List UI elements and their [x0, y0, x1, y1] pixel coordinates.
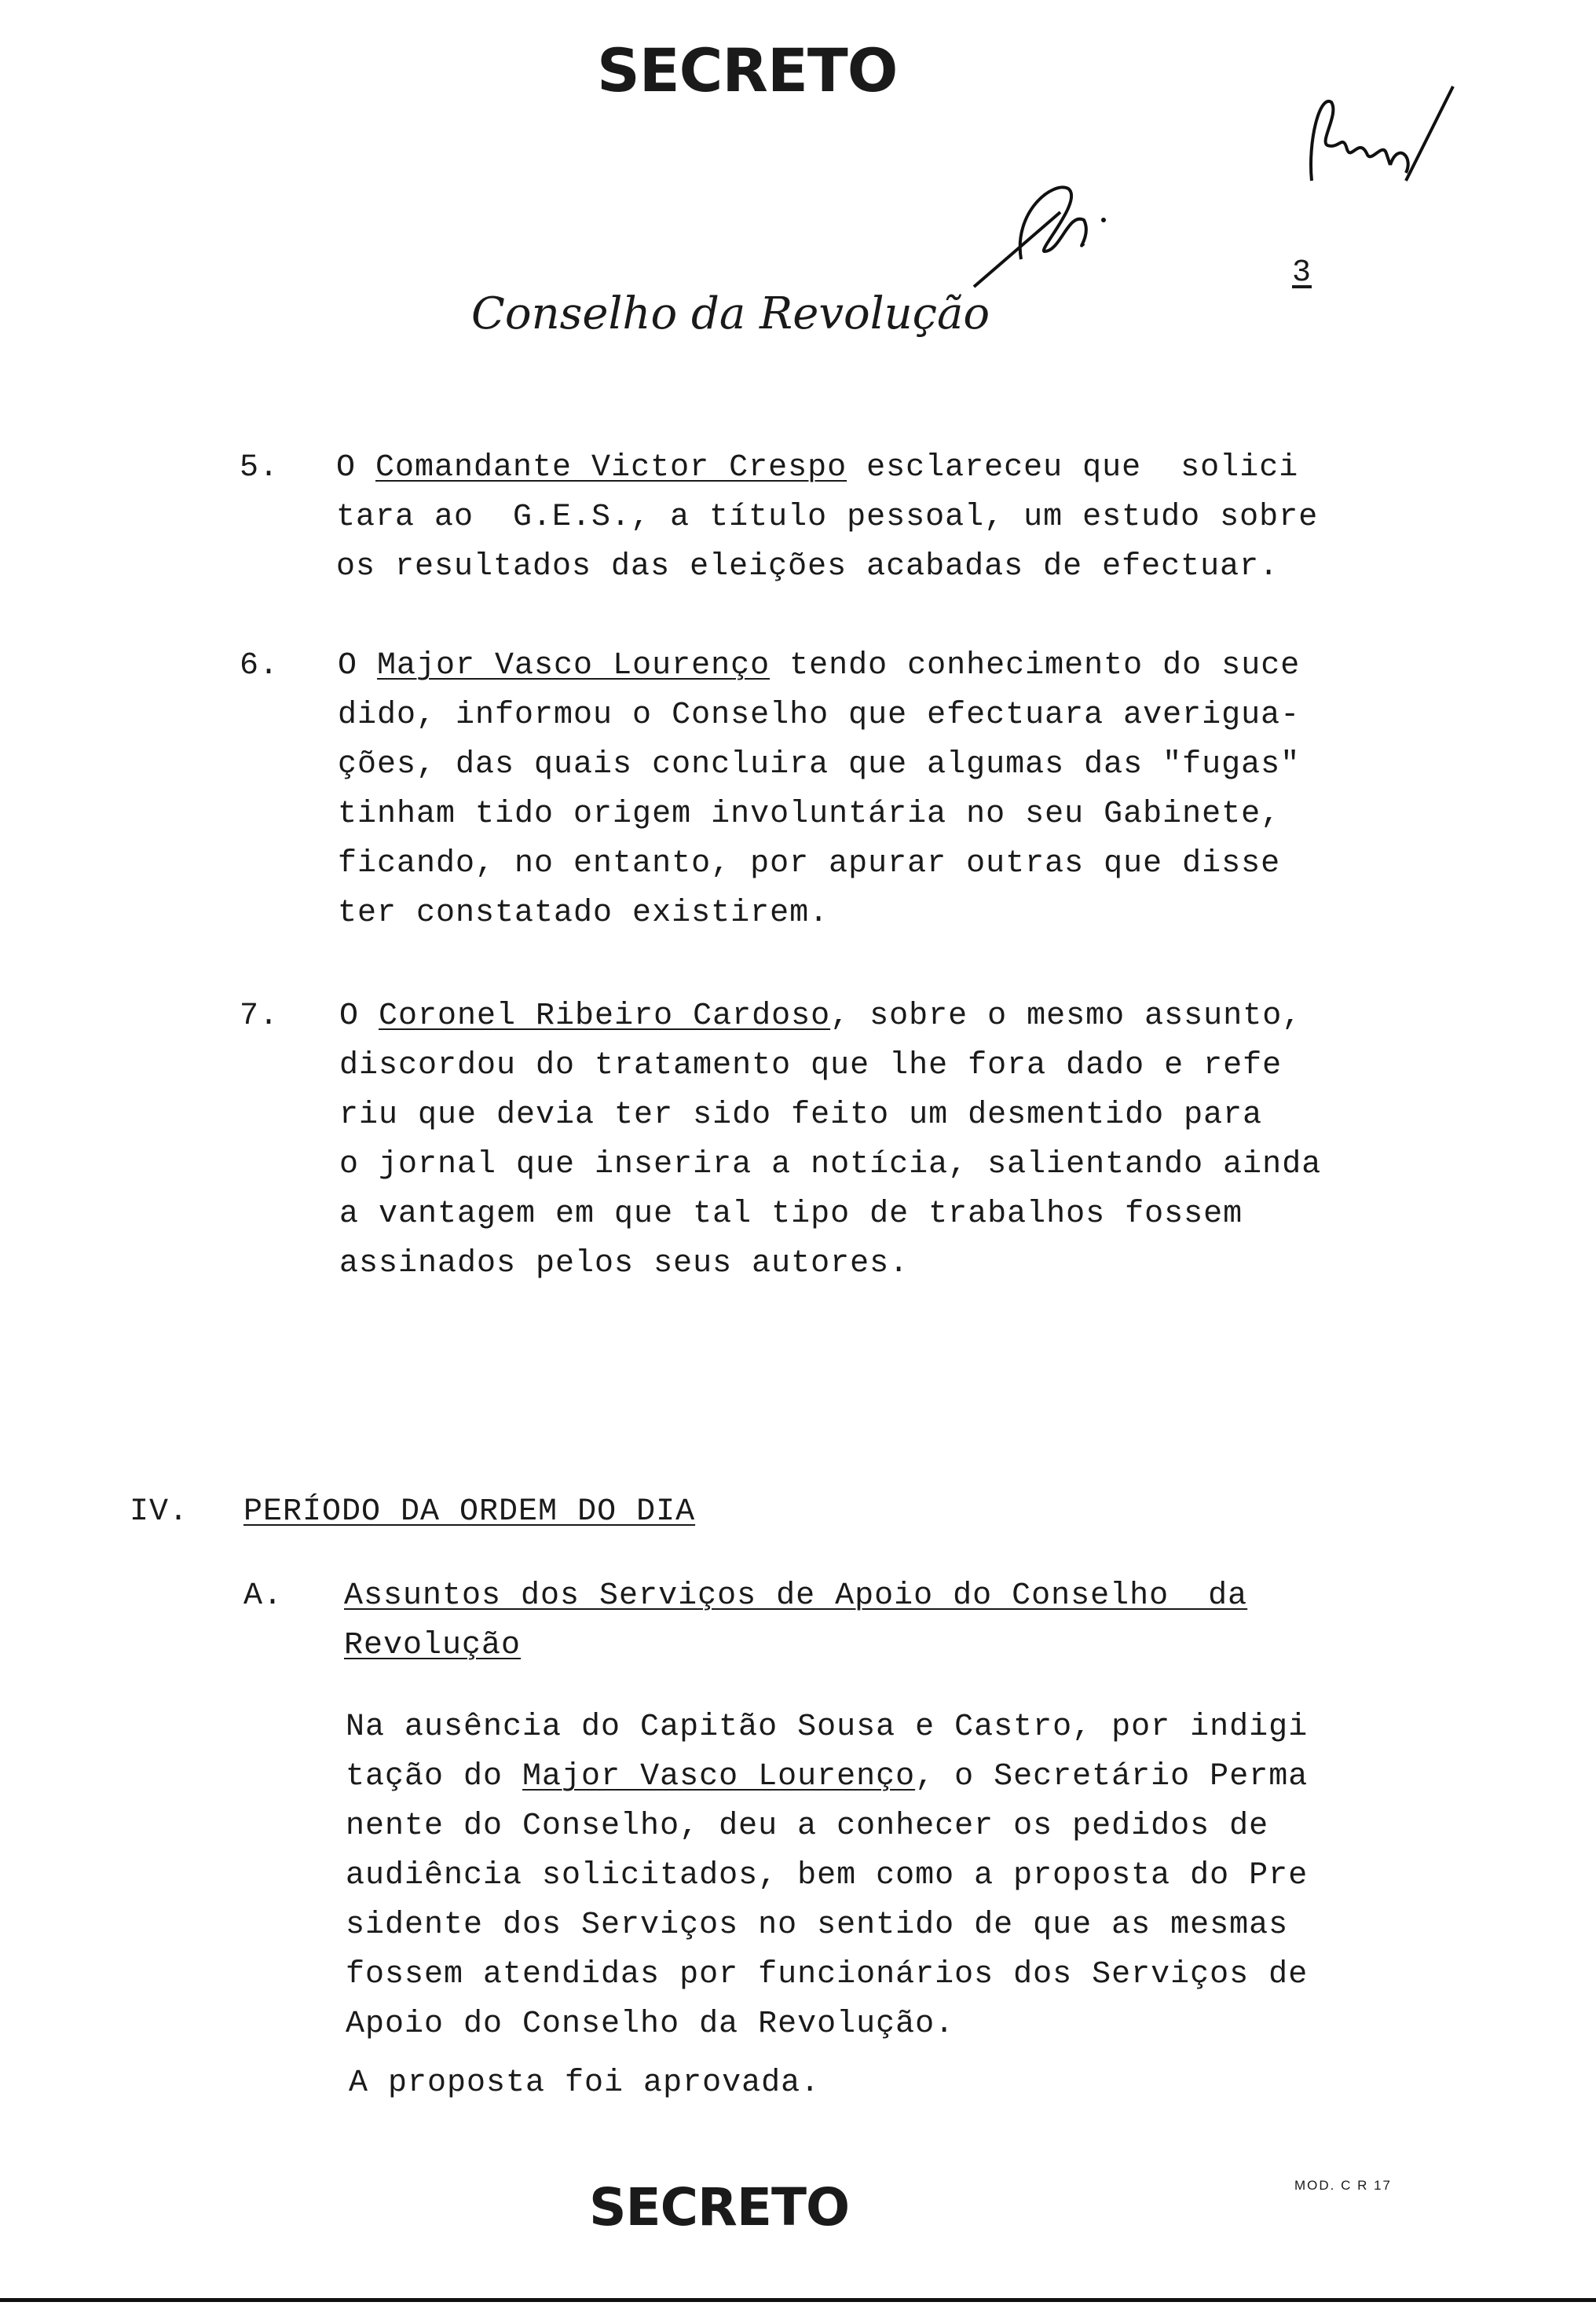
text-line: discordou do tratamento que lhe fora dado e refe [339, 1048, 1283, 1083]
text-line: dido, informou o Conselho que efectuara averigua- [338, 698, 1301, 733]
signature-initials [966, 165, 1123, 299]
text-line: Apoio do Conselho da Revolução. [346, 2007, 955, 2042]
subsection-title [344, 1571, 1365, 1670]
numbered-item-5 [336, 443, 1357, 592]
text-line: tara ao G.E.S., a título pessoal, um estudo sobre [336, 500, 1319, 535]
classification-stamp-top: SECRETO [597, 35, 898, 105]
signature-handwritten [1296, 79, 1477, 212]
text-line: tação do Major Vasco Lourenço, o Secretário Perma [346, 1759, 1309, 1794]
text-line: Na ausência do Capitão Sousa e Castro, por indigi [346, 1710, 1309, 1745]
text-line: fossem atendidas por funcionários dos Serviços de [346, 1957, 1309, 1992]
subsection-title-line: Revolução [344, 1628, 522, 1663]
text-line: riu que devia ter sido feito um desmentido para [339, 1098, 1263, 1133]
conclusion-text: A proposta foi aprovada. [349, 2066, 821, 2101]
subsection-letter: A. [243, 1578, 284, 1614]
text-line: o jornal que inserira a notícia, salientando ainda [339, 1147, 1322, 1182]
page-number: 3 [1292, 255, 1312, 291]
section-number: IV. [130, 1494, 189, 1530]
text-line: audiência solicitados, bem como a proposta do Pre [346, 1858, 1309, 1893]
text-line: assinados pelos seus autores. [339, 1246, 910, 1281]
institution-letterhead: Conselho da Revolução [471, 288, 990, 339]
text-line: nente do Conselho, deu a conhecer os pedidos de [346, 1809, 1269, 1844]
text-line: sidente dos Serviços no sentido de que as mesmas [346, 1908, 1289, 1943]
item-number-5: 5. [240, 450, 280, 486]
numbered-item-6 [338, 641, 1359, 938]
text-line: ficando, no entanto, por apurar outras que disse [338, 846, 1281, 882]
form-code: MOD. C R 17 [1294, 2178, 1393, 2193]
text-line: os resultados das eleições acabadas de efectuar. [336, 549, 1279, 585]
text-line: O Comandante Victor Crespo esclareceu que solici [336, 450, 1299, 486]
item-number-7: 7. [240, 999, 280, 1034]
subsection-title-line: Assuntos dos Serviços de Apoio do Conselho da [344, 1578, 1248, 1614]
item-number-6: 6. [240, 648, 280, 684]
bottom-rule [0, 2298, 1596, 2302]
numbered-item-7 [339, 992, 1360, 1288]
text-line: O Coronel Ribeiro Cardoso, sobre o mesmo assunto, [339, 999, 1302, 1034]
section-title: PERÍODO DA ORDEM DO DIA [243, 1494, 696, 1530]
text-line: O Major Vasco Lourenço tendo conhecimento do suce [338, 648, 1301, 684]
body-paragraph [346, 1703, 1382, 2049]
text-line: a vantagem em que tal tipo de trabalhos fossem [339, 1197, 1243, 1232]
text-line: ter constatado existirem. [338, 896, 829, 931]
text-line: tinham tido origem involuntária no seu Gabinete, [338, 797, 1281, 832]
text-line: ções, das quais concluira que algumas das "fugas" [338, 747, 1301, 783]
classification-stamp-bottom: SECRETO [589, 2177, 850, 2238]
